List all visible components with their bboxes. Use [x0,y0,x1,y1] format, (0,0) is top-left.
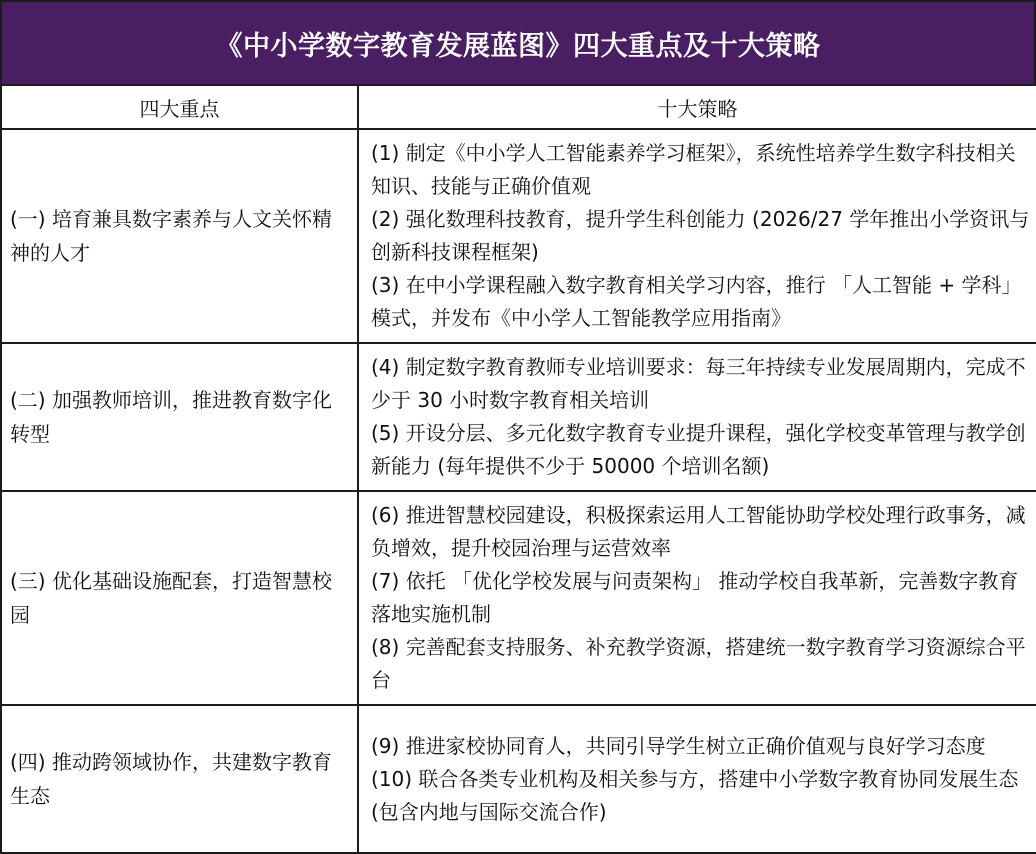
table-header-row [1,85,1036,129]
strategy-item: (9) 推进家校协同育人，共同引导学生树立正确价值观与良好学习态度 [371,733,986,758]
strategy-item: (2) 强化数理科技教育，提升学生科创能力 (2026/27 学年推出小学资讯与创新科技课程框架) [371,207,1030,264]
table-row [1,129,1036,343]
strategy-item: (8) 完善配套支持服务、补充教学资源，搭建统一数字教育学习资源综合平台 [371,635,1026,692]
strategy-cell [358,129,1036,343]
strategy-cell [358,343,1036,491]
column-header-focus: 四大重点 [1,85,358,129]
strategy-item: (10) 联合各类专业机构及相关参与方，搭建中小学数字教育协同发展生态 (包含内地与国际交流合作) [371,766,1019,824]
strategy-cell [358,491,1036,705]
strategy-cell [358,705,1036,853]
column-header-strategy: 十大策略 [358,85,1036,129]
strategy-item: (1) 制定《中小学人工智能素养学习框架》，系统性培养学生数字科技相关知识、技能与正确价值观 [371,141,1016,198]
strategy-item: (4) 制定数字教育教师专业培训要求：每三年持续专业发展周期内，完成不少于 30 小时数字教育相关培训 [371,355,1026,412]
focus-cell: (三) 优化基础设施配套，打造智慧校园 [1,491,358,705]
table-row [1,491,1036,705]
page-title [0,0,1036,84]
strategy-item: (7) 依托 「优化学校发展与问责架构」 推动学校自我革新，完善数字教育落地实施机制 [371,569,1019,626]
strategy-item: (5) 开设分层、多元化数字教育专业提升课程，强化学校变革管理与教学创新能力 (每年提供不少于 50000 个培训名额) [371,421,1026,478]
focus-cell: (一) 培育兼具数字素养与人文关怀精神的人才 [1,129,358,343]
table-row [1,343,1036,491]
strategy-item: (3) 在中小学课程融入数字教育相关学习内容，推行 「人工智能 + 学科」 模式，并发布《中小学人工智能教学应用指南》 [371,273,1022,330]
table-row [1,705,1036,853]
strategy-table [0,84,1036,854]
strategy-item: (6) 推进智慧校园建设，积极探索运用人工智能协助学校处理行政事务，减负增效，提升校园治理与运营效率 [371,503,1026,560]
focus-cell: (四) 推动跨领域协作，共建数字教育生态 [1,705,358,853]
focus-cell: (二) 加强教师培训，推进教育数字化转型 [1,343,358,491]
page-title-text: 《中小学数字教育发展蓝图》四大重点及十大策略 [215,30,821,62]
